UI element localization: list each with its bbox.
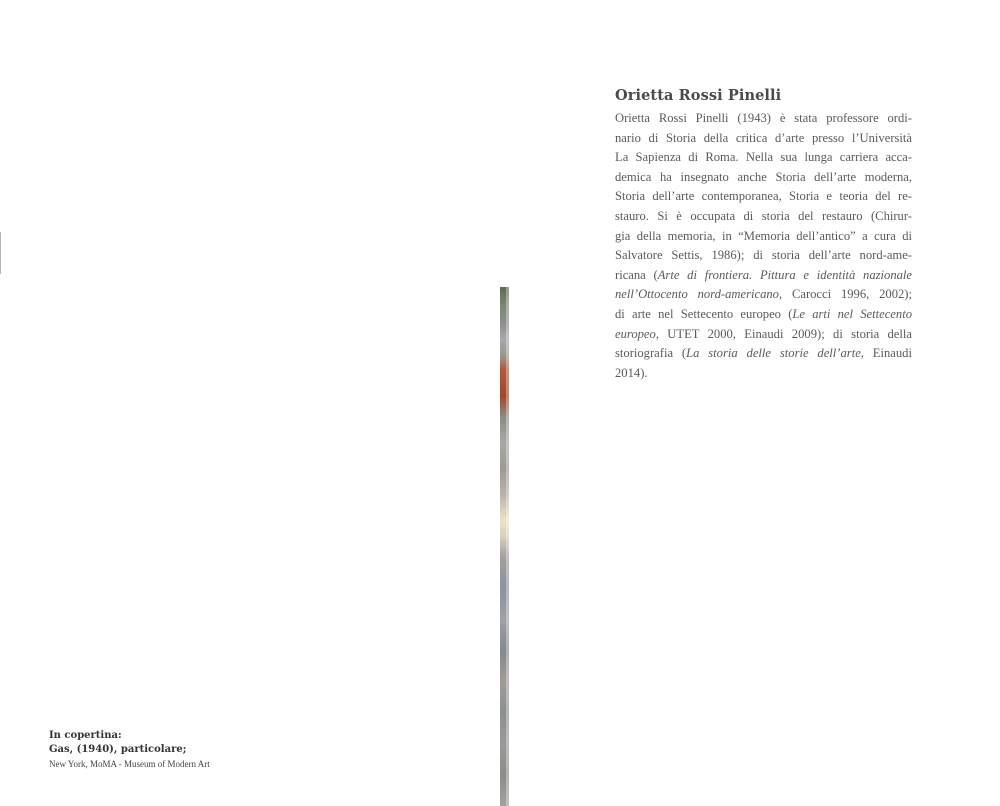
cover-credit [49,729,210,771]
bio-line [615,227,912,247]
bio-line [615,364,912,384]
bio-text-segment: , Einaudi [860,346,912,361]
bio-line [615,266,912,286]
bio-book-title: nell’Ottocento nord-americano [615,287,779,302]
bio-line [615,325,912,345]
bio-text-segment: gia della memoria, in “Memoria dell’antico” a cura di [615,228,912,243]
bio-text-segment: demica ha insegnato anche Storia dell’arte moderna, [615,169,912,184]
bio-line [615,148,912,168]
author-name: Orietta Rossi Pinelli [615,87,782,104]
bio-text-segment: , Carocci 1996, 2002); [778,287,912,302]
bio-text-segment: nario di Storia della critica d’arte presso l’Università [615,130,912,145]
cover-artwork-title: Gas, (1940), particolare; [49,744,187,755]
bio-line [615,109,912,129]
bio-text-segment: La Sapienza di Roma. Nella sua lunga carriera acca- [615,150,912,165]
bio-book-title: Arte di frontiera. Pittura e identità nazionale [657,267,912,282]
bio-text-segment: storiografia ( [615,346,687,361]
author-bio [615,87,912,383]
bio-line [615,207,912,227]
bio-line [615,344,912,364]
bio-line [615,305,912,325]
bio-line [615,246,912,266]
bio-text-segment: Orietta Rossi Pinelli (1943) è stata professore ordi- [615,111,912,125]
cover-spine-image [500,287,509,806]
bio-line [615,129,912,149]
bio-book-title: Le arti nel Settecento [792,306,912,321]
cover-credit-label: In copertina: [49,730,122,741]
cover-artwork-location: New York, MoMA - Museum of Modern Art [49,759,210,769]
bio-paragraph [615,109,912,383]
left-edge-mark [0,232,1,274]
bio-text-segment: , UTET 2000, Einaudi 2009); di storia della [655,326,912,341]
bio-text-segment: ricana ( [615,267,658,282]
bio-text-segment: stauro. Si è occupata di storia del restauro (Chirur- [615,208,912,223]
bio-text-segment: Salvatore Settis, 1986); di storia dell’arte nord-ame- [615,248,912,263]
bio-text-segment: di arte nel Settecento europeo ( [615,306,793,321]
bio-text-segment: 2014). [615,365,648,380]
bio-line [615,168,912,188]
bio-book-title: La storia delle storie dell’arte [686,346,861,361]
bio-line [615,187,912,207]
bio-book-title: europeo [615,326,656,341]
bio-line [615,285,912,305]
bio-text-segment: Storia dell’arte contemporanea, Storia e teoria del re- [615,189,912,204]
